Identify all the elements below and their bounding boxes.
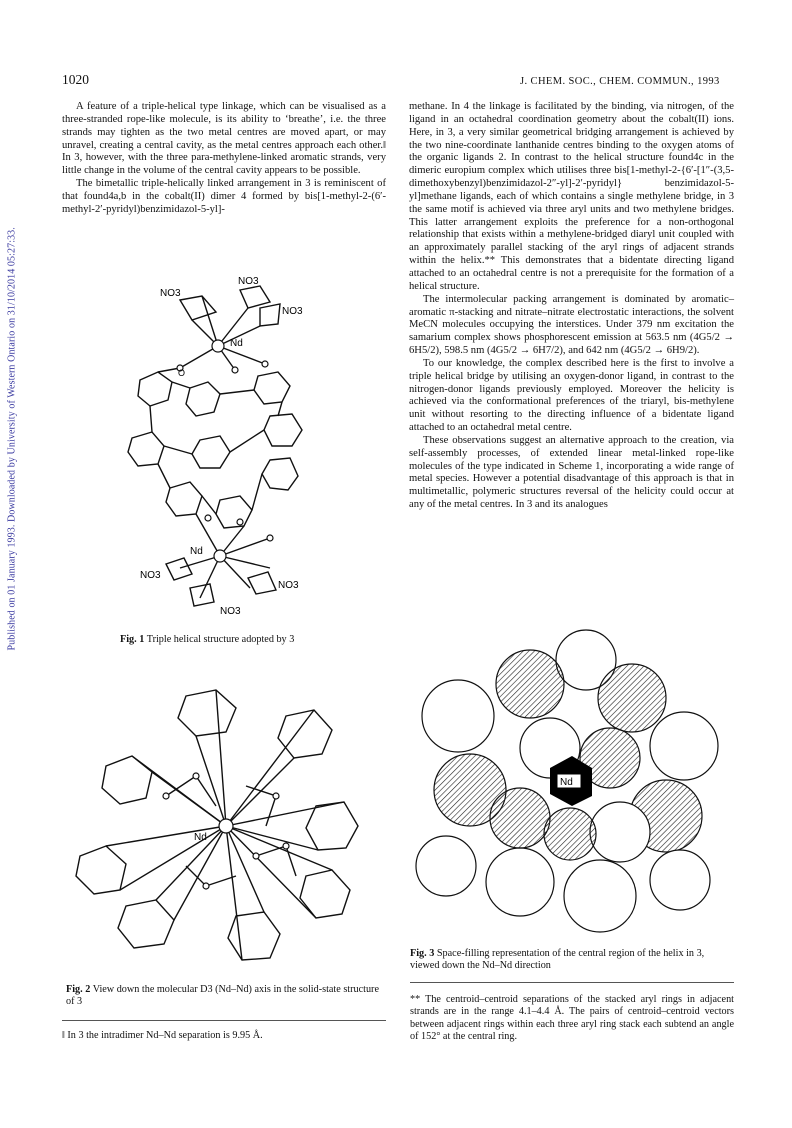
nitrate-label-1: NO3 [160,288,181,299]
right-text-column [409,101,734,512]
figure-2-caption-text: View down the molecular D3 (Nd–Nd) axis in the solid-state structure of 3 [66,984,379,1008]
nitrate-label-6: NO3 [220,606,241,617]
figure-3-caption [410,948,734,973]
figure-3-space-filling-model [410,628,732,940]
right-paragraph-3: To our knowledge, the complex described here is the first to involve a triple helical bridge by utilising an oxygen-donor ligand, in contrast to the nitrogen-donor ligands previously employed. Moreover the helicity is achieved via the conformational preferences of the triaryl, bis-methylene unit without resorting to the directing influence of a bidentate ligand attached to an octahedral metal centre. [409,357,734,434]
left-paragraph-1: A feature of a triple-helical type linkage, which can be visualised as a three-stranded rope-like molecule, is its ability to ‘breathe’, i.e. the three strands may tighten as the two metal centres are moved apart, or may unravel, creating a central cavity, as the metal centres approach each other.‖ In 3, however, with the three para-methylene-linked aromatic strands, very little change in the volume of the central cavity appears to be possible. [62,101,386,177]
fig3-nd-label: Nd [560,777,573,788]
page-number: 1020 [62,72,89,87]
figure-3-caption-label: Fig. 3 [410,948,435,959]
left-paragraph-2: The bimetallic triple-helically linked arrangement in 3 is reminiscent of that found4a,b in the cobalt(II) dimer 4 formed by bis[1-methyl-2-(6′-methyl-2′-pyridyl)benzimidazol-5-yl]- [62,178,386,215]
right-paragraph-1: methane. In 4 the linkage is facilitated by the binding, via nitrogen, of the ligand in an octahedral coordination geometry about the cobalt(II) ions. Here, in 3, a very similar geometrical bridging arrangement is achieved by the two nine-coordinate lanthanide centres binding to the oxygen atoms of the organic ligands 2. In contrast to the helical structure found4c in the dimeric europium complex which utilises three bis[1-methyl-2-{6′-[1″-(3,5-dimethoxybenzyl)benzimidazol-2″-yl]-2′-pyridyl} benzimidazol-5-yl]methane ligands, each of which contains a single methylene bridge, in 3 the same motif is achieved via three aryl units and two methylene bridges. This latter arrangement exploits the preference for a non-orthogonal relationship that exists within a methylene-bridged diaryl unit coupled with an approximately parallel stacking of the aryl rings of adjacent strands within the helix.** This demonstrates that a bidentate directing ligand attached to an octahedral centre is not a prerequisite for the formation of a helical structure. [409,101,734,292]
figure-1-caption-label: Fig. 1 [120,634,145,645]
right-paragraph-4: These observations suggest an alternative approach to the creation, via self-assembly processes, of extended linear metal-linked rope-like molecules of the type indicated in Scheme 1, incorporating a wide range of metal species. However a potential disadvantage of this approach is that in multimetallic, polymeric structures reversal of the helicity could occur at any of the metal centres. In 3 and its analogues [409,434,734,511]
right-paragraph-2: The intermolecular packing arrangement is dominated by aromatic–aromatic π-stacking and nitrate–nitrate electrostatic interactions, the solvent MeCN molecules occupying the interstices. Under 379 nm excitation the samarium complex shows phosphorescent emission at 563.5 nm (4G5/2 → 6H5/2), 598.5 nm (4G5/2 → 6H7/2), and 642 nm (4G5/2 → 6H9/2). [409,293,734,357]
left-footnote: ‖ In 3 the intradimer Nd–Nd separation is 9.95 Å. [62,1030,263,1041]
nitrate-label-3: NO3 [282,306,303,317]
journal-header: J. CHEM. SOC., CHEM. COMMUN., 1993 [520,76,720,87]
figure-2-caption-label: Fig. 2 [66,984,91,995]
figure-1-helix-structure [120,268,320,628]
figure-2-d3-axis-view [66,676,386,976]
download-watermark: Published on 01 January 1993. Downloaded by University of Western Ontario on 31/10/2014 05:27:33. [6,227,18,651]
nitrate-label-4: NO3 [140,570,161,581]
nd-label-bottom: Nd [190,546,203,557]
fig2-nd-label: Nd [194,832,207,843]
figure-1-caption-text: Triple helical structure adopted by 3 [144,634,295,645]
left-text-column [62,101,386,217]
oxygen-label-1: O [178,368,186,378]
right-footnote: ** The centroid–centroid separations of the stacked aryl rings in adjacent strands are in the range 4.1–4.4 Å. The pairs of centroid–centroid vectors between adjacent rings within each three aryl ring stack each subtend an angle of 152° at the central ring. [410,994,734,1043]
nd-label-top: Nd [230,338,243,349]
nitrate-label-5: NO3 [278,580,299,591]
nitrate-label-2: NO3 [238,276,259,287]
figure-2-caption [66,984,386,1009]
left-footnote-rule [62,1020,386,1021]
figure-1-caption [120,634,380,646]
right-footnote-rule [410,982,734,983]
figure-3-caption-text: Space-filling representation of the central region of the helix in 3, viewed down the Nd–Nd direction [410,948,705,972]
